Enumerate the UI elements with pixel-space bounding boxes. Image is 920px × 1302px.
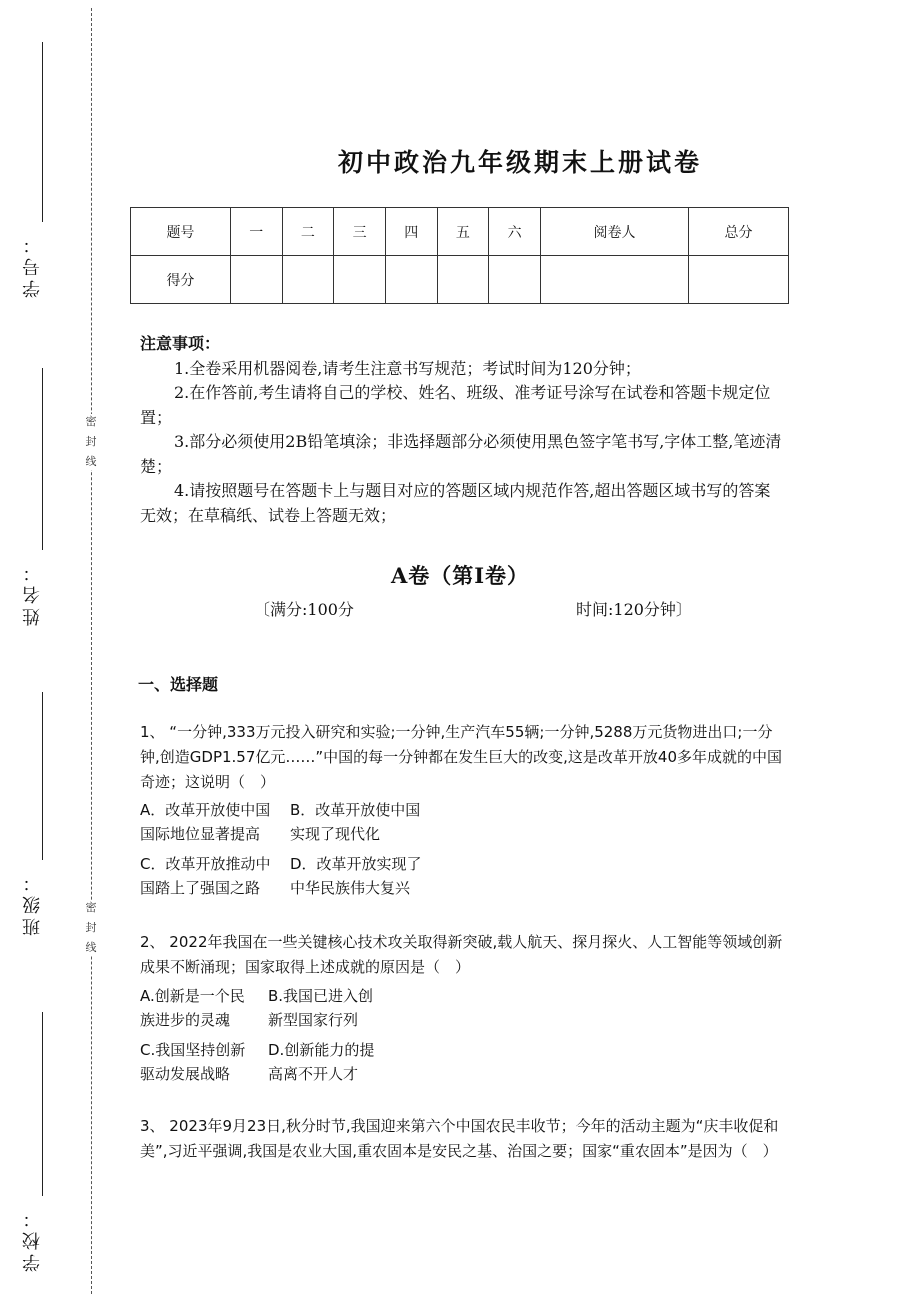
score-input-cell[interactable] xyxy=(230,256,282,304)
score-input-cell[interactable] xyxy=(489,256,541,304)
notes-item: 2.在作答前,考生请将自己的学校、姓名、班级、准考证号涂写在试卷和答题卡规定位置； xyxy=(140,383,771,427)
score-table xyxy=(130,207,789,304)
score-input-cell[interactable] xyxy=(540,256,688,304)
score-header-cell: 阅卷人 xyxy=(540,208,688,256)
class-label: 班级： xyxy=(22,870,43,936)
notes-item: 3.部分必须使用2B铅笔填涂；非选择题部分必须使用黑色签字笔书写,字体工整,笔迹清楚； xyxy=(140,432,782,476)
full-score: 〔满分:100分 xyxy=(254,600,354,619)
exam-title: 初中政治九年级期末上册试卷 xyxy=(337,148,702,177)
name-line[interactable] xyxy=(42,368,43,550)
score-header-cell: 五 xyxy=(437,208,489,256)
student-id-line[interactable] xyxy=(42,42,43,222)
score-input-cell[interactable] xyxy=(282,256,334,304)
notes-block xyxy=(140,332,785,528)
option-a[interactable]: A.创新是一个民 族进步的灵魂 xyxy=(140,987,245,1029)
question-stem: 3、 2023年9月23日,秋分时节,我国迎来第六个中国农民丰收节；今年的活动主题为“庆丰收促和美”,习近平强调,我国是农业大国,重农固本是安民之基、治国之要；国家“重农固本”是因为（ ） xyxy=(140,1117,779,1160)
section-title: 一、选择题 xyxy=(138,675,219,694)
seal-dashed-line xyxy=(91,8,92,1294)
score-input-cell[interactable] xyxy=(689,256,789,304)
seal-text-bottom: 密 封 线 xyxy=(85,901,97,954)
score-input-cell[interactable] xyxy=(385,256,437,304)
notes-item: 1.全卷采用机器阅卷,请考生注意书写规范；考试时间为120分钟； xyxy=(174,358,641,378)
class-line[interactable] xyxy=(42,692,43,860)
student-id-label: 学号： xyxy=(22,232,43,298)
notes-heading: 注意事项： xyxy=(140,334,221,353)
score-table-score-row xyxy=(131,256,789,304)
name-label: 姓名： xyxy=(22,560,43,626)
volume-title: A卷（第I卷） xyxy=(390,563,530,588)
score-header-cell: 题号 xyxy=(131,208,231,256)
option-a[interactable]: A．改革开放使中国 国际地位显著提高 xyxy=(140,801,271,843)
question-stem: 1、 “一分钟,333万元投入研究和实验;一分钟,生产汽车55辆;一分钟,5288万元货物进出口;一分钟,创造GDP1.57亿元……”中国的每一分钟都在发生巨大的改变,这是改革开放40多年成就的中国奇迹；这说明（ ） xyxy=(140,723,783,791)
option-b[interactable]: B.我国已进入创 新型国家行列 xyxy=(268,987,374,1029)
option-c[interactable]: C．改革开放推动中 国踏上了强国之路 xyxy=(140,855,271,897)
score-header-cell: 总分 xyxy=(689,208,789,256)
option-b[interactable]: B．改革开放使中国 实现了现代化 xyxy=(290,801,421,843)
score-header-cell: 四 xyxy=(385,208,437,256)
option-d[interactable]: D.创新能力的提 高离不开人才 xyxy=(268,1041,375,1083)
score-table-header-row xyxy=(131,208,789,256)
notes-item: 4.请按照题号在答题卡上与题目对应的答题区域内规范作答,超出答题区域书写的答案无效；在草稿纸、试卷上答题无效； xyxy=(140,481,771,525)
score-input-cell[interactable] xyxy=(437,256,489,304)
school-label: 学校： xyxy=(22,1206,43,1272)
score-header-cell: 二 xyxy=(282,208,334,256)
school-line[interactable] xyxy=(42,1012,43,1196)
seal-text-top: 密 封 线 xyxy=(85,415,97,468)
score-input-cell[interactable] xyxy=(334,256,386,304)
score-row-label: 得分 xyxy=(131,256,231,304)
option-d[interactable]: D．改革开放实现了 中华民族伟大复兴 xyxy=(290,855,422,897)
score-header-cell: 一 xyxy=(230,208,282,256)
score-header-cell: 六 xyxy=(489,208,541,256)
score-header-cell: 三 xyxy=(334,208,386,256)
exam-time: 时间:120分钟〕 xyxy=(576,600,692,619)
question-stem: 2、 2022年我国在一些关键核心技术攻关取得新突破,载人航天、探月探火、人工智能等领域创新成果不断涌现；国家取得上述成就的原因是（ ） xyxy=(140,933,783,976)
option-c[interactable]: C.我国坚持创新 驱动发展战略 xyxy=(140,1041,246,1083)
